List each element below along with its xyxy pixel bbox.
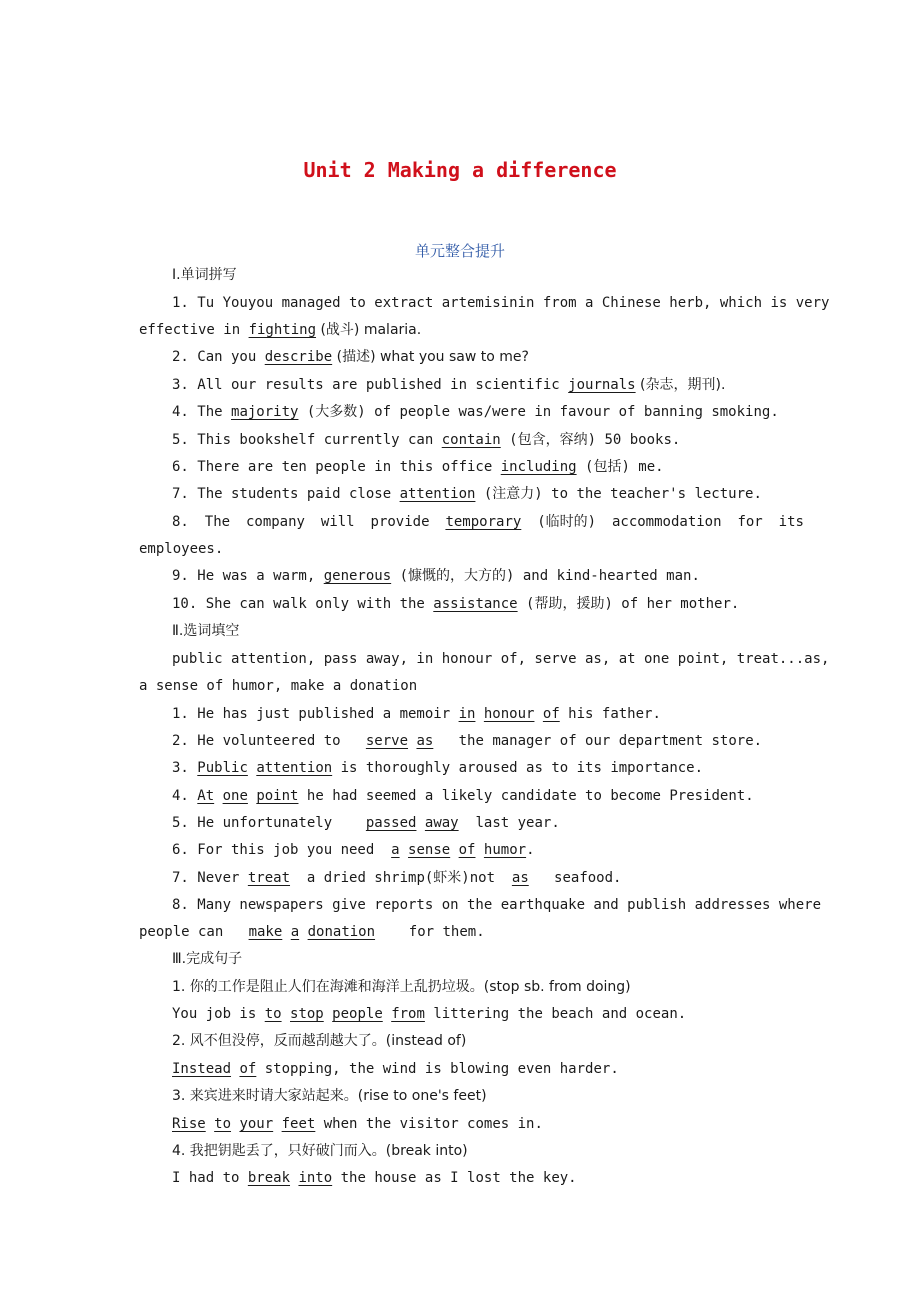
answer-temporary: temporary bbox=[445, 514, 522, 530]
sentence-q2-answer: Instead of stopping, the wind is blowing even harder. bbox=[172, 1061, 619, 1077]
spelling-q9: 9. He was a warm, generous (慷慨的，大方的) and kind-hearted man. bbox=[172, 568, 700, 584]
answer-assistance: assistance bbox=[433, 596, 518, 612]
fill-q4: 4. At one point he had seemed a likely candidate to become President. bbox=[172, 788, 754, 804]
sentence-q3-answer: Rise to your feet when the visitor comes in. bbox=[172, 1116, 543, 1132]
sentence-q4-answer: I had to break into the house as I lost the key. bbox=[172, 1170, 577, 1186]
section-heading-fill: Ⅱ.选词填空 bbox=[172, 623, 240, 639]
spelling-q7: 7. The students paid close attention (注意力) to the teacher's lecture. bbox=[172, 486, 762, 502]
section-heading-spelling: Ⅰ.单词拼写 bbox=[172, 267, 237, 283]
spelling-q6: 6. There are ten people in this office including (包括) me. bbox=[172, 459, 664, 475]
fill-q2: 2. He volunteered to serve as the manager of our department store. bbox=[172, 733, 763, 749]
word-bank-line1: public attention, pass away, in honour of, serve as, at one point, treat...as, bbox=[172, 651, 830, 667]
spelling-q8-line1: 8. The company will provide temporary (临时的) accommodation for its bbox=[172, 514, 804, 530]
page-title: Unit 2 Making a difference bbox=[303, 158, 617, 182]
fill-q3: 3. Public attention is thoroughly aroused as to its importance. bbox=[172, 760, 704, 776]
spelling-q5: 5. This bookshelf currently can contain (包含，容纳) 50 books. bbox=[172, 432, 681, 448]
answer-generous: generous bbox=[323, 568, 392, 584]
spelling-q1-line1: 1. Tu Youyou managed to extract artemisinin from a Chinese herb, which is very bbox=[172, 295, 830, 311]
sentence-q3-prompt: 3. 来宾进来时请大家站起来。(rise to one's feet) bbox=[172, 1088, 487, 1104]
answer-journals: journals bbox=[568, 377, 636, 393]
spelling-q10: 10. She can walk only with the assistance (帮助，援助) of her mother. bbox=[172, 596, 740, 612]
answer-fighting: fighting bbox=[248, 322, 317, 338]
fill-q8-line2: people can make a donation for them. bbox=[139, 924, 485, 940]
fill-q1: 1. He has just published a memoir in honour of his father. bbox=[172, 706, 661, 722]
sentence-q1-prompt: 1. 你的工作是阻止人们在海滩和海洋上乱扔垃圾。(stop sb. from doing) bbox=[172, 979, 631, 995]
fill-q6: 6. For this job you need a sense of humor. bbox=[172, 842, 535, 858]
sentence-q1-answer: You job is to stop people from littering the beach and ocean. bbox=[172, 1006, 687, 1022]
sentence-q4-prompt: 4. 我把钥匙丢了，只好破门而入。(break into) bbox=[172, 1143, 468, 1159]
fill-q7: 7. Never treat a dried shrimp(虾米)not as seafood. bbox=[172, 870, 622, 886]
section-heading-sentences: Ⅲ.完成句子 bbox=[172, 951, 243, 967]
spelling-q3: 3. All our results are published in scientific journals (杂志，期刊). bbox=[172, 377, 726, 393]
page-subtitle: 单元整合提升 bbox=[414, 242, 505, 260]
answer-majority: majority bbox=[231, 404, 299, 420]
answer-attention: attention bbox=[399, 486, 476, 502]
answer-describe: describe bbox=[264, 349, 333, 365]
spelling-q4: 4. The majority (大多数) of people was/were in favour of banning smoking. bbox=[172, 404, 779, 420]
fill-q5: 5. He unfortunately passed away last year. bbox=[172, 815, 560, 831]
spelling-q8-line2: employees. bbox=[139, 541, 224, 557]
answer-including: including bbox=[500, 459, 577, 475]
word-bank-line2: a sense of humor, make a donation bbox=[139, 678, 418, 694]
answer-contain: contain bbox=[441, 432, 501, 448]
spelling-q1-line2: effective in fighting (战斗) malaria. bbox=[139, 322, 422, 338]
spelling-q2: 2. Can you describe (描述) what you saw to me? bbox=[172, 349, 529, 365]
sentence-q2-prompt: 2. 风不但没停，反而越刮越大了。(instead of) bbox=[172, 1033, 467, 1049]
fill-q8-line1: 8. Many newspapers give reports on the earthquake and publish addresses where bbox=[172, 897, 822, 913]
